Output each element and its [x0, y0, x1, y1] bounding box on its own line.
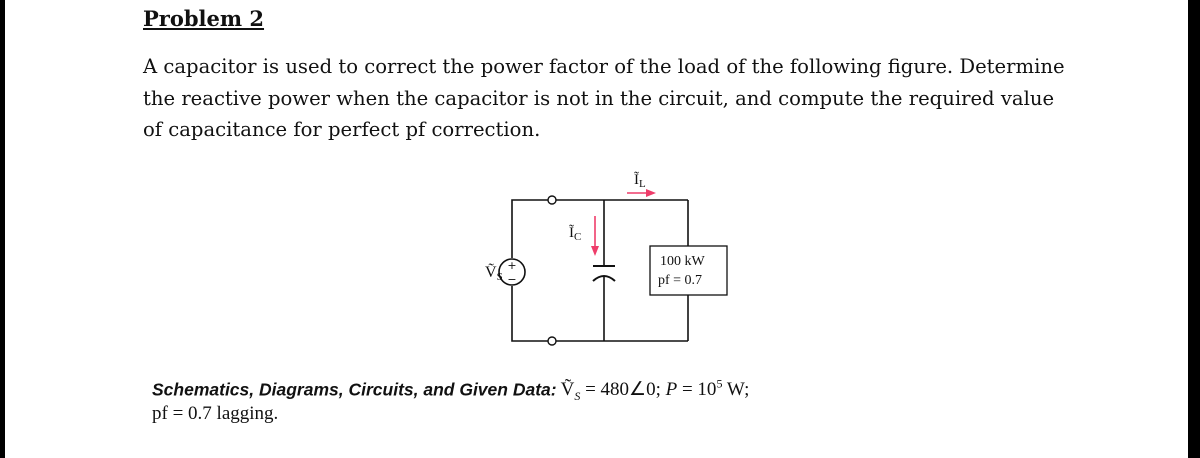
given-voltage-subscript: S [574, 389, 581, 404]
terminal-bottom [548, 337, 556, 345]
source-minus-sign: − [507, 273, 517, 286]
terminal-top [548, 196, 556, 204]
given-pf: pf = 0.7 lagging. [152, 403, 279, 424]
given-voltage-value: = 480∠0; [580, 379, 666, 401]
given-power-value: = 10 [677, 379, 717, 401]
given-data-line [152, 377, 912, 403]
problem-statement: A capacitor is used to correct the power factor of the load of the following figure. Determine the reactive power when the capacitor is not in the circuit, and compute the required value of capacitance for perfect pf correction. [143, 55, 1065, 141]
source-subscript: S [496, 271, 503, 283]
capacitor-current-label [569, 225, 581, 243]
problem-title: Problem 2 [143, 6, 265, 31]
given-data-label: Schematics, Diagrams, Circuits, and Given Data: [152, 379, 557, 400]
given-power-unit: W; [722, 379, 750, 401]
given-power-exponent: 5 [716, 377, 723, 391]
wire-left [512, 200, 548, 258]
cap-current-subscript: C [574, 231, 582, 243]
load-current-arrow-head [646, 189, 656, 197]
source-plus-sign: + [507, 259, 517, 272]
load-current-subscript: L [639, 178, 646, 190]
given-voltage-symbol: Ṽ [560, 379, 575, 401]
given-power-symbol: P [665, 379, 678, 401]
given-data [152, 377, 912, 425]
load-pf-text: pf = 0.7 [658, 273, 703, 288]
load-current-label [634, 172, 646, 190]
capacitor-current-arrow-head [591, 246, 599, 256]
source-symbol: Ṽ [485, 264, 497, 281]
cap-current-symbol: Ĩ [569, 225, 574, 241]
load-current-symbol: Ĩ [634, 172, 639, 188]
wire-left-bottom [512, 286, 548, 341]
given-voltage [560, 377, 750, 404]
load-power-text: 100 kW [660, 254, 705, 269]
